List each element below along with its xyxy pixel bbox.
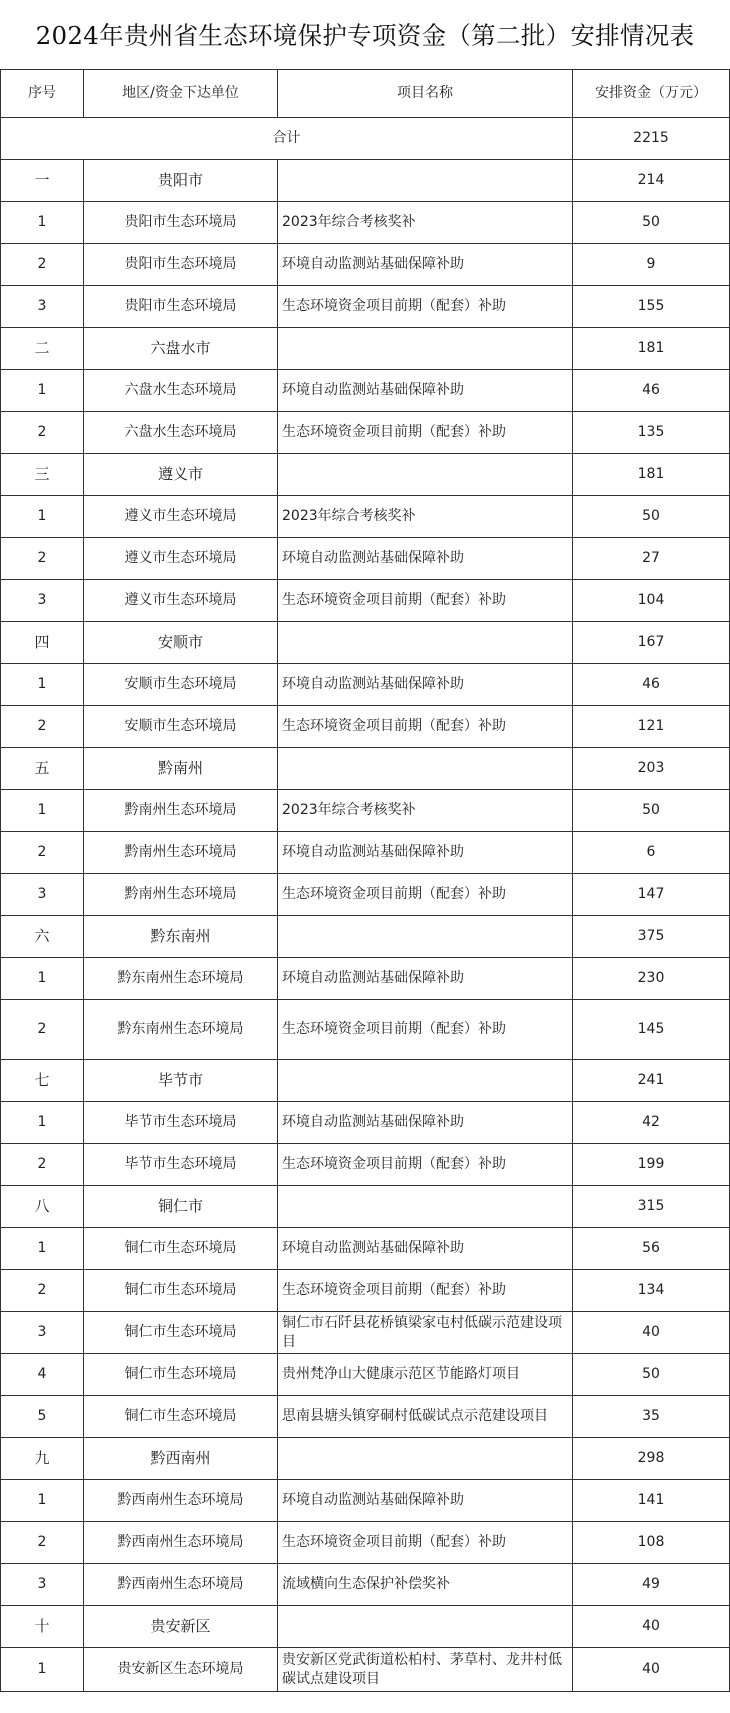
seq-cell: 六 <box>1 916 84 958</box>
amount-cell: 49 <box>573 1564 730 1606</box>
seq-cell: 3 <box>1 286 84 328</box>
unit-cell: 六盘水生态环境局 <box>84 412 278 454</box>
table-row <box>1 370 730 412</box>
seq-cell: 1 <box>1 202 84 244</box>
table-row <box>1 1648 730 1692</box>
seq-cell: 四 <box>1 622 84 664</box>
project-cell: 铜仁市石阡县花桥镇梁家屯村低碳示范建设项目 <box>278 1312 573 1354</box>
unit-cell: 六盘水生态环境局 <box>84 370 278 412</box>
table-row <box>1 1564 730 1606</box>
region-name-cell: 六盘水市 <box>84 328 278 370</box>
table-row <box>1 706 730 748</box>
unit-cell: 铜仁市生态环境局 <box>84 1228 278 1270</box>
unit-cell: 遵义市生态环境局 <box>84 538 278 580</box>
unit-cell: 黔东南州生态环境局 <box>84 1000 278 1060</box>
table-row <box>1 412 730 454</box>
region-row <box>1 748 730 790</box>
table-row <box>1 1312 730 1354</box>
project-cell: 环境自动监测站基础保障补助 <box>278 958 573 1000</box>
seq-cell: 九 <box>1 1438 84 1480</box>
seq-cell: 1 <box>1 664 84 706</box>
header-unit: 地区/资金下达单位 <box>84 70 278 118</box>
region-name-cell: 毕节市 <box>84 1060 278 1102</box>
seq-cell: 1 <box>1 1102 84 1144</box>
project-cell: 生态环境资金项目前期（配套）补助 <box>278 874 573 916</box>
region-name-cell: 安顺市 <box>84 622 278 664</box>
project-cell: 生态环境资金项目前期（配套）补助 <box>278 412 573 454</box>
project-cell <box>278 1060 573 1102</box>
total-amount: 2215 <box>573 118 730 160</box>
seq-cell: 2 <box>1 412 84 454</box>
unit-cell: 贵阳市生态环境局 <box>84 202 278 244</box>
region-row <box>1 916 730 958</box>
table-row <box>1 1480 730 1522</box>
region-name-cell: 遵义市 <box>84 454 278 496</box>
seq-cell: 十 <box>1 1606 84 1648</box>
project-cell: 生态环境资金项目前期（配套）补助 <box>278 286 573 328</box>
seq-cell: 二 <box>1 328 84 370</box>
project-cell: 2023年综合考核奖补 <box>278 496 573 538</box>
amount-cell: 40 <box>573 1648 730 1692</box>
seq-cell: 2 <box>1 1000 84 1060</box>
table-row <box>1 244 730 286</box>
unit-cell: 黔西南州生态环境局 <box>84 1564 278 1606</box>
seq-cell: 4 <box>1 1354 84 1396</box>
region-row <box>1 1060 730 1102</box>
region-name-cell: 贵安新区 <box>84 1606 278 1648</box>
project-cell: 2023年综合考核奖补 <box>278 790 573 832</box>
amount-cell: 50 <box>573 790 730 832</box>
amount-cell: 145 <box>573 1000 730 1060</box>
project-cell: 环境自动监测站基础保障补助 <box>278 664 573 706</box>
project-cell: 生态环境资金项目前期（配套）补助 <box>278 580 573 622</box>
seq-cell: 2 <box>1 538 84 580</box>
project-cell: 流域横向生态保护补偿奖补 <box>278 1564 573 1606</box>
seq-cell: 七 <box>1 1060 84 1102</box>
table-row <box>1 1396 730 1438</box>
region-name-cell: 贵阳市 <box>84 160 278 202</box>
total-label: 合计 <box>1 118 573 160</box>
amount-cell: 46 <box>573 664 730 706</box>
seq-cell: 2 <box>1 1270 84 1312</box>
amount-cell: 50 <box>573 202 730 244</box>
unit-cell: 黔西南州生态环境局 <box>84 1522 278 1564</box>
seq-cell: 2 <box>1 706 84 748</box>
amount-cell: 46 <box>573 370 730 412</box>
table-row <box>1 1270 730 1312</box>
project-cell: 生态环境资金项目前期（配套）补助 <box>278 1522 573 1564</box>
funding-table <box>0 69 730 1692</box>
seq-cell: 3 <box>1 1312 84 1354</box>
project-cell <box>278 916 573 958</box>
unit-cell: 黔西南州生态环境局 <box>84 1480 278 1522</box>
project-cell <box>278 454 573 496</box>
region-name-cell: 黔东南州 <box>84 916 278 958</box>
table-row <box>1 286 730 328</box>
unit-cell: 安顺市生态环境局 <box>84 706 278 748</box>
unit-cell: 毕节市生态环境局 <box>84 1144 278 1186</box>
seq-cell: 1 <box>1 1480 84 1522</box>
amount-cell: 121 <box>573 706 730 748</box>
project-cell: 生态环境资金项目前期（配套）补助 <box>278 1270 573 1312</box>
header-amount: 安排资金（万元） <box>573 70 730 118</box>
region-name-cell: 铜仁市 <box>84 1186 278 1228</box>
project-cell: 生态环境资金项目前期（配套）补助 <box>278 706 573 748</box>
amount-cell: 230 <box>573 958 730 1000</box>
project-cell: 环境自动监测站基础保障补助 <box>278 1228 573 1270</box>
amount-cell: 35 <box>573 1396 730 1438</box>
table-row <box>1 1522 730 1564</box>
region-row <box>1 454 730 496</box>
region-row <box>1 622 730 664</box>
table-row <box>1 496 730 538</box>
table-row <box>1 1000 730 1060</box>
amount-cell: 181 <box>573 328 730 370</box>
project-cell <box>278 1438 573 1480</box>
table-row <box>1 1228 730 1270</box>
unit-cell: 遵义市生态环境局 <box>84 496 278 538</box>
project-cell: 2023年综合考核奖补 <box>278 202 573 244</box>
unit-cell: 毕节市生态环境局 <box>84 1102 278 1144</box>
project-cell: 思南县塘头镇穿硐村低碳试点示范建设项目 <box>278 1396 573 1438</box>
project-cell <box>278 622 573 664</box>
amount-cell: 104 <box>573 580 730 622</box>
amount-cell: 375 <box>573 916 730 958</box>
amount-cell: 147 <box>573 874 730 916</box>
header-row <box>1 70 730 118</box>
amount-cell: 42 <box>573 1102 730 1144</box>
project-cell <box>278 160 573 202</box>
amount-cell: 50 <box>573 1354 730 1396</box>
amount-cell: 141 <box>573 1480 730 1522</box>
amount-cell: 203 <box>573 748 730 790</box>
seq-cell: 2 <box>1 1522 84 1564</box>
seq-cell: 1 <box>1 790 84 832</box>
amount-cell: 241 <box>573 1060 730 1102</box>
seq-cell: 八 <box>1 1186 84 1228</box>
table-row <box>1 664 730 706</box>
table-row <box>1 1144 730 1186</box>
seq-cell: 1 <box>1 496 84 538</box>
project-cell: 环境自动监测站基础保障补助 <box>278 538 573 580</box>
seq-cell: 2 <box>1 244 84 286</box>
seq-cell: 五 <box>1 748 84 790</box>
seq-cell: 2 <box>1 1144 84 1186</box>
project-cell: 生态环境资金项目前期（配套）补助 <box>278 1000 573 1060</box>
unit-cell: 贵安新区生态环境局 <box>84 1648 278 1692</box>
unit-cell: 安顺市生态环境局 <box>84 664 278 706</box>
region-name-cell: 黔南州 <box>84 748 278 790</box>
amount-cell: 181 <box>573 454 730 496</box>
project-cell: 环境自动监测站基础保障补助 <box>278 244 573 286</box>
project-cell: 环境自动监测站基础保障补助 <box>278 1102 573 1144</box>
table-row <box>1 790 730 832</box>
project-cell <box>278 328 573 370</box>
amount-cell: 9 <box>573 244 730 286</box>
amount-cell: 108 <box>573 1522 730 1564</box>
unit-cell: 贵阳市生态环境局 <box>84 244 278 286</box>
amount-cell: 56 <box>573 1228 730 1270</box>
unit-cell: 贵阳市生态环境局 <box>84 286 278 328</box>
region-row <box>1 160 730 202</box>
seq-cell: 1 <box>1 1648 84 1692</box>
region-row <box>1 328 730 370</box>
amount-cell: 167 <box>573 622 730 664</box>
amount-cell: 40 <box>573 1312 730 1354</box>
amount-cell: 135 <box>573 412 730 454</box>
unit-cell: 黔东南州生态环境局 <box>84 958 278 1000</box>
table-row <box>1 202 730 244</box>
project-cell <box>278 1606 573 1648</box>
seq-cell: 1 <box>1 1228 84 1270</box>
unit-cell: 黔南州生态环境局 <box>84 832 278 874</box>
seq-cell: 1 <box>1 370 84 412</box>
header-project: 项目名称 <box>278 70 573 118</box>
unit-cell: 铜仁市生态环境局 <box>84 1354 278 1396</box>
header-seq: 序号 <box>1 70 84 118</box>
amount-cell: 315 <box>573 1186 730 1228</box>
seq-cell: 三 <box>1 454 84 496</box>
unit-cell: 铜仁市生态环境局 <box>84 1396 278 1438</box>
table-row <box>1 874 730 916</box>
region-row <box>1 1438 730 1480</box>
unit-cell: 铜仁市生态环境局 <box>84 1312 278 1354</box>
amount-cell: 298 <box>573 1438 730 1480</box>
table-row <box>1 958 730 1000</box>
project-cell: 生态环境资金项目前期（配套）补助 <box>278 1144 573 1186</box>
table-row <box>1 1102 730 1144</box>
table-row <box>1 538 730 580</box>
region-row <box>1 1606 730 1648</box>
table-row <box>1 832 730 874</box>
project-cell <box>278 1186 573 1228</box>
project-cell: 环境自动监测站基础保障补助 <box>278 370 573 412</box>
amount-cell: 6 <box>573 832 730 874</box>
region-row <box>1 1186 730 1228</box>
seq-cell: 一 <box>1 160 84 202</box>
amount-cell: 50 <box>573 496 730 538</box>
table-body <box>1 118 730 1692</box>
seq-cell: 1 <box>1 958 84 1000</box>
unit-cell: 黔南州生态环境局 <box>84 790 278 832</box>
seq-cell: 3 <box>1 1564 84 1606</box>
seq-cell: 2 <box>1 832 84 874</box>
amount-cell: 155 <box>573 286 730 328</box>
region-name-cell: 黔西南州 <box>84 1438 278 1480</box>
total-row <box>1 118 730 160</box>
project-cell: 环境自动监测站基础保障补助 <box>278 832 573 874</box>
page-title: 2024年贵州省生态环境保护专项资金（第二批）安排情况表 <box>35 21 695 50</box>
amount-cell: 214 <box>573 160 730 202</box>
amount-cell: 199 <box>573 1144 730 1186</box>
seq-cell: 3 <box>1 580 84 622</box>
amount-cell: 27 <box>573 538 730 580</box>
amount-cell: 40 <box>573 1606 730 1648</box>
project-cell: 环境自动监测站基础保障补助 <box>278 1480 573 1522</box>
seq-cell: 5 <box>1 1396 84 1438</box>
table-row <box>1 580 730 622</box>
table-row <box>1 1354 730 1396</box>
unit-cell: 遵义市生态环境局 <box>84 580 278 622</box>
project-cell: 贵安新区党武街道松柏村、茅草村、龙井村低碳试点建设项目 <box>278 1648 573 1692</box>
unit-cell: 黔南州生态环境局 <box>84 874 278 916</box>
amount-cell: 134 <box>573 1270 730 1312</box>
project-cell: 贵州梵净山大健康示范区节能路灯项目 <box>278 1354 573 1396</box>
seq-cell: 3 <box>1 874 84 916</box>
project-cell <box>278 748 573 790</box>
unit-cell: 铜仁市生态环境局 <box>84 1270 278 1312</box>
